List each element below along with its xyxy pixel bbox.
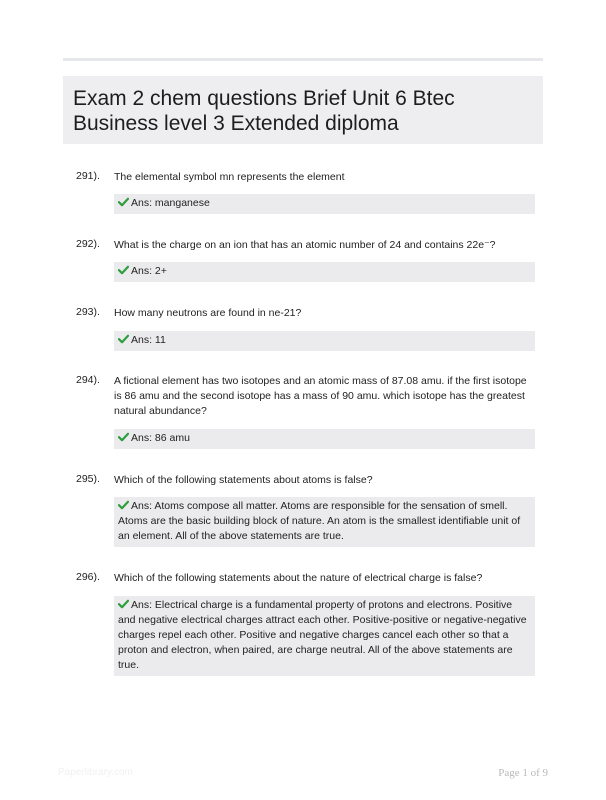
check-icon <box>118 197 131 209</box>
question-number: 294). <box>76 374 100 386</box>
answer-box <box>114 596 535 676</box>
answer-box <box>114 331 535 351</box>
answer-text: Ans: manganese <box>131 197 210 209</box>
answer-text: Ans: Electrical charge is a fundamental property of protons and electrons. Positive and negative electrical charges attract each other. Positive-positive or negative-negative charges repel each other. Positive and negative charges cancel each other so that a proton and electron, when paired, are charge neutral. All of the above statements are true. <box>118 599 527 671</box>
check-icon <box>118 265 131 277</box>
question-number: 293). <box>76 306 100 318</box>
check-icon <box>118 432 131 444</box>
title-banner <box>63 76 543 144</box>
question-number: 295). <box>76 473 100 485</box>
top-divider <box>63 58 543 61</box>
question-text: The elemental symbol mn represents the element <box>114 171 345 183</box>
answer-box <box>114 262 535 282</box>
answer-box <box>114 429 535 449</box>
answer-box <box>114 497 535 547</box>
answer-text: Ans: 86 amu <box>131 432 190 444</box>
answer-box <box>114 194 535 214</box>
answer-text: Ans: 2+ <box>131 265 167 277</box>
check-icon <box>118 334 131 346</box>
page-title: Exam 2 chem questions Brief Unit 6 Btec Business level 3 Extended diploma <box>73 87 455 135</box>
question-number: 292). <box>76 238 100 250</box>
question-number: 296). <box>76 571 100 583</box>
question-number: 291). <box>76 170 100 182</box>
question-text: What is the charge on an ion that has an atomic number of 24 and contains 22e⁻? <box>114 239 496 251</box>
question-text: Which of the following statements about the nature of electrical charge is false? <box>114 572 483 584</box>
answer-text: Ans: Atoms compose all matter. Atoms are responsible for the sensation of smell. Atoms are the basic building block of nature. An atom is the smallest identifiable unit of an element. All of the above statements are true. <box>118 500 521 542</box>
check-icon <box>118 500 131 512</box>
question-text: Which of the following statements about atoms is false? <box>114 474 373 486</box>
question-text: A fictional element has two isotopes and an atomic mass of 87.08 amu. if the first isotope is 86 amu and the second isotope has a mass of 90 amu. which isotope has the greatest natural abundance? <box>114 375 527 417</box>
check-icon <box>118 599 131 611</box>
footer-site-watermark: Paperlibrary.com <box>58 767 133 778</box>
answer-text: Ans: 11 <box>131 334 166 346</box>
page-indicator: Page 1 of 9 <box>498 767 548 779</box>
question-text: How many neutrons are found in ne-21? <box>114 307 302 319</box>
